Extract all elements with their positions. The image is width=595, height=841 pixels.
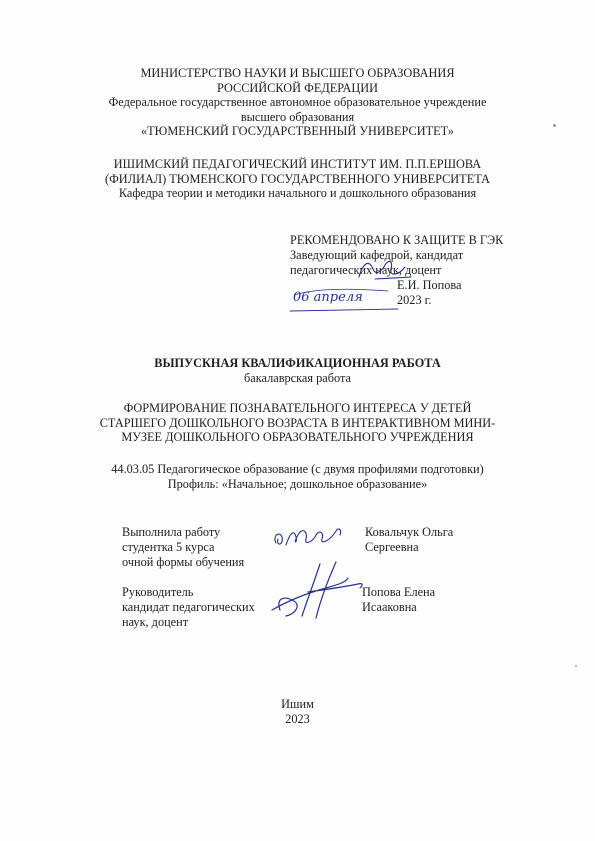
handwritten-date: 06 апреля [293,290,363,305]
institute-line-2: (ФИЛИАЛ) ТЮМЕНСКОГО ГОСУДАРСТВЕННОГО УНИВЕРСИТЕТА [105,171,490,186]
author-name-block [365,525,453,555]
university-name: «ТЮМЕНСКИЙ ГОСУДАРСТВЕННЫЙ УНИВЕРСИТЕТ» [141,124,454,138]
topic-line-3: МУЗЕЕ ДОШКОЛЬНОГО ОБРАЗОВАТЕЛЬНОГО УЧРЕЖДЕНИЯ [121,430,474,444]
supervisor-label-line-3: наук, доцент [122,615,189,629]
author-label-block [122,525,244,570]
department-name: Кафедра теории и методики начального и дошкольного образования [118,186,477,200]
head-signature-icon [355,255,415,285]
footer-year: 2023 [285,711,310,726]
author-label-line-1: Выполнила работу [122,525,221,539]
author-name-line-2: Сергеевна [365,540,419,554]
work-type-title: ВЫПУСКНАЯ КВАЛИФИКАЦИОННАЯ РАБОТА [154,356,441,370]
supervisor-label-block [122,585,255,630]
specialty-code: 44.03.05 Педагогическое образование (с двумя профилями подготовки) [111,462,484,476]
institute-header [0,157,595,201]
supervisor-signature-icon [262,558,372,626]
approval-role-line-1: Заведующий кафедрой, кандидат [290,248,464,262]
ministry-header [0,66,595,139]
work-title-block [0,356,595,385]
work-subtitle: бакалаврская работа [244,370,351,385]
author-signature-icon [268,523,348,557]
footer-block [0,697,595,726]
ministry-line-2: РОССИЙСКОЙ ФЕДЕРАЦИИ [216,80,379,95]
approval-year: 2023 г. [397,293,432,307]
topic-line-2: СТАРШЕГО ДОШКОЛЬНОГО ВОЗРАСТА В ИНТЕРАКТИВНОМ МИНИ- [99,415,496,430]
institution-line-1: Федеральное государственное автономное образовательное учреждение [108,95,487,109]
supervisor-label-line-1: Руководитель [122,585,194,599]
approval-role-line-2: педагогических наук, доцент [290,263,442,277]
profile-line: Профиль: «Начальное; дошкольное образование» [167,476,428,491]
supervisor-name-block [362,585,435,615]
topic-block [0,401,595,445]
scan-speck [575,665,577,667]
footer-city: Ишим [281,697,314,711]
author-label-line-3: очной формы обучения [122,555,245,569]
supervisor-name-line-1: Попова Елена [362,585,436,599]
specialty-block [0,462,595,491]
supervisor-name-line-2: Исааковна [362,600,417,614]
topic-line-1: ФОРМИРОВАНИЕ ПОЗНАВАТЕЛЬНОГО ИНТЕРЕСА У ДЕТЕЙ [123,401,472,415]
institution-line-2: высшего образования [240,109,355,124]
author-name-line-1: Ковальчук Ольга [365,525,454,539]
author-label-line-2: студентка 5 курса [122,540,215,554]
approval-name: Е.И. Попова [397,278,462,292]
supervisor-label-line-2: кандидат педагогических [122,600,255,614]
ministry-line-1: МИНИСТЕРСТВО НАУКИ И ВЫСШЕГО ОБРАЗОВАНИЯ [140,66,455,80]
approval-heading: РЕКОМЕНДОВАНО К ЗАЩИТЕ В ГЭК [290,233,504,247]
institute-line-1: ИШИМСКИЙ ПЕДАГОГИЧЕСКИЙ ИНСТИТУТ ИМ. П.П.ЕРШОВА [113,157,482,171]
scan-speck [553,124,556,127]
